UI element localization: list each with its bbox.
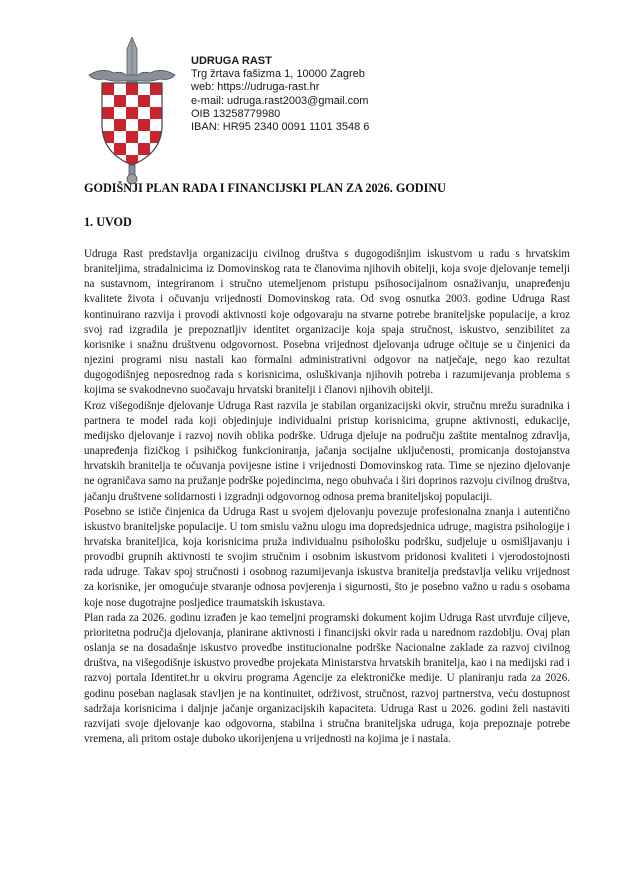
paragraph: Plan rada za 2026. godinu izrađen je kao temeljni programski dokument kojim Udruga Rast utvrđuje ciljeve, prioritetna područja djelovanja, planirane aktivnosti i financijski okvir rada u narednom razdoblju. Ovaj plan oslanja se na dosadašnje iskustvo provedbe institucionalne podrške Nacionalne zaklade za razvoj civilnog društva, na višegodišnje iskustvo provedbe projekata Ministarstva hrvatskih branitelja, kao i na medijski rad i razvoj portala Identitet.hr u okviru programa Agencije za elektroničke medije. U planiranju rada za 2026. godinu poseban naglasak stavljen je na kontinuitet, održivost, stručnost, razvoj partnerstva, veću dostupnost sadržaja korisnicima i daljnje jačanje organizacijskih kapaciteta. Udruga Rast u 2026. godini želi nastaviti razvijati svoje djelovanje kao odgovorna, stabilna i stručna braniteljska udruga, koja prepoznaje potrebe vremena, ali pritom ostaje duboko ukorijenjena u vrijednosti na kojima je i nastala. [84,611,570,745]
section-heading: 1. UVOD [84,215,132,229]
sword-with-checkered-shield-icon [84,37,180,187]
paragraph: Posebno se ističe činjenica da Udruga Rast u svojem djelovanju povezuje profesionalna znanja i autentično iskustvo braniteljske populacije. U tom smislu važnu ulogu ima dopredsjednica udruge, magistra psihologije i hrvatska braniteljica, koja korisnicima pruža individualnu psihološku podršku, sudjeluje u osmišljavanju i provodbi grupnih aktivnosti te svojim stručnim i osobnim iskustvom pridonosi kvaliteti i vjerodostojnosti rada udruge. Takav spoj stručnosti i osobnog razumijevanja iskustva branitelja predstavlja veliku vrijednost za korisnike, jer omogućuje stvaranje odnosa povjerenja i sigurnosti, što je posebno važno u radu s osobama koje nose dugotrajne posljedice traumatskih iskustava. [84,505,570,609]
organization-header [191,55,511,134]
organization-oib: OIB 13258779980 [191,107,281,120]
organization-address: Trg žrtava fašizma 1, 10000 Zagreb [191,68,365,81]
document-body [84,247,570,747]
organization-email: e-mail: udruga.rast2003@gmail.com [191,94,369,107]
organization-web: web: https://udruga-rast.hr [191,81,320,94]
paragraph: Kroz višegodišnje djelovanje Udruga Rast razvila je stabilan organizacijski okvir, stručnu mrežu suradnika i partnera te model rada koji objedinjuje individualni pristup korisnicima, grupne aktivnosti, edukacije, medijsko djelovanje i razvoj novih oblika podrške. Udruga djeluje na području zaštite mentalnog zdravlja, unapređenja fizičkog i psihičkog funkcioniranja, jačanja socijalne uključenosti, promicanja dostojanstva hrvatskih branitelja te očuvanja povijesne istine i vrijednosti Domovinskog rata. Time se njezino djelovanje ne ograničava samo na pružanje podrške pojedincima, nego obuhvaća i širi doprinos razvoju civilnog društva, jačanju društvene solidarnosti i izgradnji odgovornog odnosa prema braniteljskoj populaciji. [84,399,570,503]
organization-name: UDRUGA RAST [191,55,272,67]
paragraph: Udruga Rast predstavlja organizaciju civilnog društva s dugogodišnjim iskustvom u radu s hrvatskim braniteljima, stradalnicima iz Domovinskog rata te članovima njihovih obitelji, koja svoje djelovanje temelji na sustavnom, integriranom i stručno utemeljenom pristupu psihosocijalnom osnaživanju, unapređenju kvalitete života i očuvanju vrijednosti Domovinskog rata. Od svog osnutka 2003. godine Udruga Rast kontinuirano razvija i provodi aktivnosti koje odgovaraju na stvarne potrebe braniteljske populacije, a kroz svoj rad izgradila je prepoznatljiv identitet organizacije koja spaja stručnost, iskustvo, senzibilitet za korisnike i snažnu društvenu odgovornost. Posebna vrijednost djelovanja udruge očituje se u činjenici da njezini programi nisu nastali kao formalni administrativni odgovor na natječaje, nego kao rezultat dugogodišnjeg neposrednog rada s korisnicima, osluškivanja njihovih potreba i razumijevanja problema s kojima se svakodnevno suočavaju hrvatski branitelji i članovi njihovih obitelji. [84,248,570,397]
logo [84,37,180,187]
document-title: GODIŠNJI PLAN RADA I FINANCIJSKI PLAN ZA 2026. GODINU [84,181,446,195]
organization-iban: IBAN: HR95 2340 0091 1101 3548 6 [191,121,370,134]
